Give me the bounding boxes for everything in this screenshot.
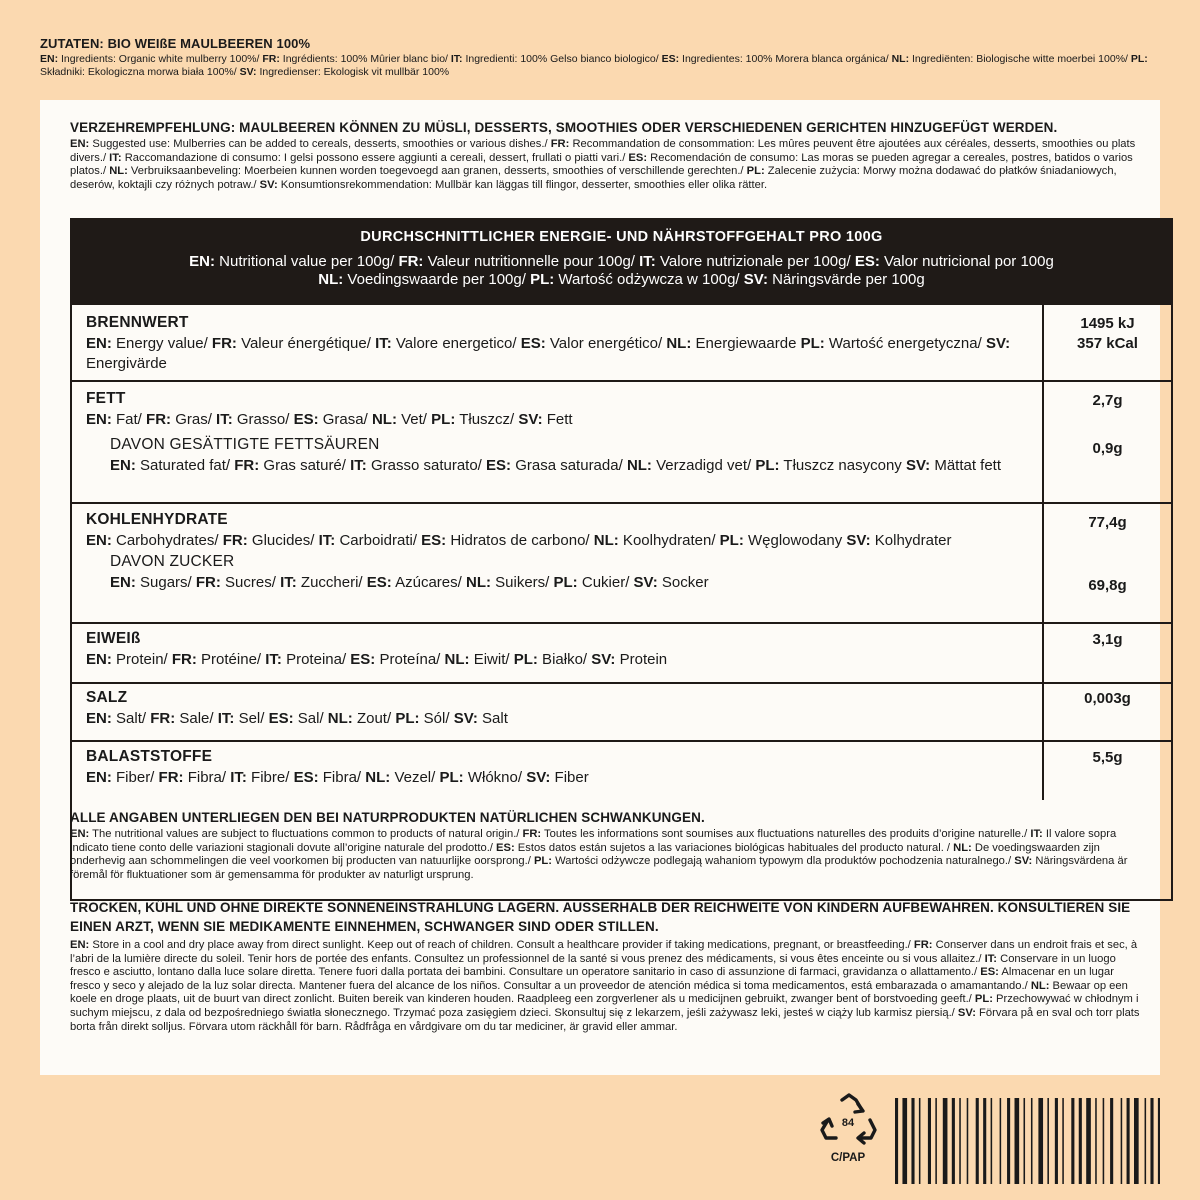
language-code: SV: bbox=[526, 769, 551, 786]
translation-text: Wartość energetyczna/ bbox=[824, 335, 986, 352]
barcode-bar bbox=[1110, 1098, 1113, 1184]
translation-text: Tłuszcz nasycony bbox=[779, 456, 906, 474]
nutrient-translations bbox=[86, 709, 1026, 729]
usage-heading: VERZEHREMPFEHLUNG: MAULBEEREN KÖNNEN ZU MÜSLI, DESSERTS, SMOOTHIES ODER VERSCHIEDENEN GERICHTEN HINZUGEFÜGT WERDEN. bbox=[70, 120, 1058, 135]
language-code: NL: bbox=[666, 335, 692, 352]
language-code: NL: bbox=[626, 456, 652, 474]
translation-text: Azúcares/ bbox=[391, 573, 466, 591]
label-card bbox=[40, 100, 1160, 1075]
language-code: ES: bbox=[628, 151, 648, 164]
ingredients-block bbox=[40, 36, 1165, 79]
nutrient-value: 5,5g bbox=[1042, 742, 1171, 800]
language-code: PL: bbox=[533, 855, 552, 868]
language-code: ES: bbox=[293, 411, 319, 428]
language-code: IT: bbox=[318, 532, 336, 549]
translation-text: Valore nutrizionale per 100g/ bbox=[655, 253, 855, 270]
translation-text: Sól/ bbox=[419, 710, 454, 727]
translation-text: Saturated fat/ bbox=[135, 456, 235, 474]
language-code: PL: bbox=[746, 165, 765, 178]
sub-nutrient-translations bbox=[110, 573, 1026, 593]
barcode-bar bbox=[919, 1098, 921, 1184]
nutrient-value bbox=[1042, 382, 1171, 502]
barcode-bar bbox=[902, 1098, 907, 1184]
translation-text: Valor nutricional por 100g bbox=[879, 253, 1054, 270]
translation-text: Protein bbox=[615, 651, 668, 668]
translation-text: Koolhydraten/ bbox=[618, 532, 720, 549]
translation-text: Fat/ bbox=[111, 411, 147, 428]
language-code: NL: bbox=[327, 710, 353, 727]
language-code: PL: bbox=[800, 335, 825, 352]
translation-text: Nutritional value per 100g/ bbox=[214, 253, 399, 270]
language-code: NL: bbox=[109, 165, 128, 178]
nutrient-name: BALASTSTOFFE bbox=[86, 748, 213, 765]
nutrition-table bbox=[70, 218, 1173, 901]
barcode-bar bbox=[967, 1098, 969, 1184]
language-code: NL: bbox=[1030, 979, 1050, 992]
language-code: EN: bbox=[70, 138, 90, 150]
language-code: IT: bbox=[216, 411, 233, 428]
barcode-bar bbox=[1145, 1098, 1147, 1184]
translation-text: Grasso/ bbox=[232, 411, 294, 428]
translation-text: Conserver dans un endroit frais et sec, à l’abri de la lumière directe du soleil. Tenir hors de portée des enfants. Consultez un professionnel de la santé si vous prenez des médicaments, si vous êtes enceinte ou si vous allaitez./ bbox=[70, 939, 1138, 965]
barcode-bar bbox=[976, 1098, 979, 1184]
language-code: FR: bbox=[146, 411, 172, 428]
barcode-bar bbox=[1055, 1098, 1058, 1184]
translation-text: Voedingswaarde per 100g/ bbox=[343, 271, 531, 288]
translation-text: Ingrédients: 100% Mûrier blanc bio/ bbox=[279, 53, 451, 65]
language-code: SV: bbox=[905, 456, 931, 474]
barcode-bar bbox=[1015, 1098, 1020, 1184]
language-code: IT: bbox=[109, 151, 122, 164]
language-code: ES: bbox=[350, 651, 376, 668]
language-code: IT: bbox=[265, 651, 282, 668]
translation-text: Glucides/ bbox=[247, 532, 319, 549]
nutrition-row-protein bbox=[72, 624, 1171, 684]
language-code: IT: bbox=[217, 710, 235, 727]
barcode-bar bbox=[1071, 1098, 1074, 1184]
storage-instructions bbox=[70, 898, 1140, 1034]
translation-text: Sel/ bbox=[234, 710, 269, 727]
barcode-bar bbox=[935, 1098, 937, 1184]
ingredients-heading: ZUTATEN: BIO WEIßE MAULBEEREN 100% bbox=[40, 36, 311, 51]
nutrient-translations bbox=[86, 768, 1026, 788]
language-code: PL: bbox=[1130, 53, 1148, 65]
translation-text: Ingredients: Organic white mulberry 100%/ bbox=[58, 53, 263, 65]
storage-heading: TROCKEN, KÜHL UND OHNE DIREKTE SONNENEINSTRAHLUNG LAGERN. AUSSERHALB DER REICHWEITE VON KINDERN AUFBEWAHREN. KONSULTIEREN SIE EINEN ARZT, WENN SIE MEDIKAMENTE EINNEHMEN, SCHWANGER SIND ODER STILLEN. bbox=[70, 900, 1131, 934]
translation-text: Zout/ bbox=[352, 710, 396, 727]
language-code: ES: bbox=[486, 456, 512, 474]
ingredients-translations bbox=[40, 53, 1165, 79]
barcode-bar bbox=[1079, 1098, 1082, 1184]
barcode-bar bbox=[895, 1098, 898, 1184]
translation-text: Białko/ bbox=[537, 651, 592, 668]
language-code: FR: bbox=[211, 335, 237, 352]
storage-translations bbox=[70, 939, 1140, 1034]
nutrient-translations bbox=[86, 650, 1026, 670]
language-code: SV: bbox=[239, 66, 257, 78]
translation-text: Store in a cool and dry place away from direct sunlight. Keep out of reach of children. Consult a healthcare provider if taking medications, pregnant, or breastfeeding./ bbox=[89, 939, 914, 951]
language-code: EN: bbox=[86, 532, 112, 549]
translation-text: Wartości odżywcze podlegają wahaniom typowym dla produktów pochodzenia naturalnego./ bbox=[551, 855, 1015, 868]
translation-text: Fiber bbox=[550, 769, 589, 786]
language-code: ES: bbox=[980, 966, 999, 979]
language-code: FR: bbox=[234, 456, 260, 474]
translation-text: Sale/ bbox=[175, 710, 218, 727]
language-code: ES: bbox=[366, 573, 392, 591]
translation-text: Näringsvärde per 100g bbox=[767, 271, 925, 288]
language-code: PL: bbox=[974, 993, 993, 1006]
translation-text: Ingredienti: 100% Gelso bianco biologico/ bbox=[462, 53, 662, 65]
translation-text: Gras/ bbox=[171, 411, 217, 428]
translation-text: Socker bbox=[657, 573, 709, 591]
language-code: PL: bbox=[719, 532, 744, 549]
fat-value: 2,7g bbox=[1092, 392, 1123, 409]
language-code: PL: bbox=[755, 456, 780, 474]
translation-text: Almacenar en un lugar fresco y seco y alejado de la luz solar directa. Mantener fuera del alcance de los niños. Consultar a un proveedor de atención médica si toma medicamentos, está embarazada o amamantando./ bbox=[70, 966, 1114, 992]
sub-nutrient bbox=[110, 553, 1026, 593]
nutrient-value bbox=[1042, 305, 1171, 380]
translation-text: Kolhydrater bbox=[870, 532, 952, 549]
language-code: EN: bbox=[86, 335, 112, 352]
translation-text: Grasso saturato/ bbox=[366, 456, 487, 474]
sub-nutrient-name: DAVON ZUCKER bbox=[110, 552, 235, 570]
usage-translations bbox=[70, 138, 1136, 192]
language-code: NL: bbox=[465, 573, 491, 591]
nutrient-value: 3,1g bbox=[1042, 624, 1171, 682]
barcode-icon bbox=[895, 1098, 1160, 1184]
translation-text: Konsumtionsrekommendation: Mullbär kan läggas till flingor, desserter, smoothies eller olika rätter. bbox=[277, 178, 768, 191]
usage-block bbox=[70, 120, 1136, 192]
translation-text: Recomendación de consumo: Las moras se pueden agregar a cereales, postres, batidos o varios platos./ bbox=[70, 151, 1133, 178]
sub-nutrient-name: DAVON GESÄTTIGTE FETTSÄUREN bbox=[110, 435, 380, 453]
translation-text: Näringsvärdena är föremål för fluktuationer som är gemensamma för produkter av naturligt ursprung. bbox=[70, 855, 1128, 881]
barcode-bar bbox=[1024, 1098, 1026, 1184]
language-code: FR: bbox=[522, 828, 542, 840]
sub-nutrient-translations bbox=[110, 456, 1026, 476]
language-code: SV: bbox=[259, 178, 278, 191]
language-code: ES: bbox=[854, 253, 880, 270]
language-code: NL: bbox=[365, 769, 391, 786]
barcode-bar bbox=[1086, 1098, 1091, 1184]
nutrition-row-fiber bbox=[72, 742, 1171, 800]
translation-text: Ingredientes: 100% Morera blanca orgánica/ bbox=[679, 53, 892, 65]
translation-text: Ingredienser: Ekologisk vit mullbär 100% bbox=[256, 66, 450, 78]
translation-text: Fibre/ bbox=[246, 769, 294, 786]
barcode-bar bbox=[1047, 1098, 1049, 1184]
language-code: SV: bbox=[633, 573, 658, 591]
translation-text: Tłuszcz/ bbox=[455, 411, 519, 428]
language-code: SV: bbox=[591, 651, 616, 668]
language-code: EN: bbox=[86, 710, 112, 727]
barcode-bar bbox=[1134, 1098, 1139, 1184]
sub-nutrient bbox=[110, 436, 1026, 476]
language-code: SV: bbox=[985, 335, 1011, 352]
barcode-bar bbox=[943, 1098, 948, 1184]
translation-text: Carbohydrates/ bbox=[111, 532, 223, 549]
language-code: FR: bbox=[262, 53, 280, 65]
barcode-bar bbox=[1150, 1098, 1153, 1184]
translation-text: Sugars/ bbox=[135, 573, 196, 591]
language-code: IT: bbox=[350, 456, 367, 474]
translation-text: Protein/ bbox=[111, 651, 172, 668]
translation-text: Bewaar op een koele en droge plaats, uit de buurt van direct zonlicht. Buiten bereik van kinderen houden. Raadpleeg een zorgverlener als u medicijnen gebruikt, zwanger bent of borstvoeding geeft./ bbox=[70, 979, 1128, 1006]
translation-text: Proteina/ bbox=[281, 651, 351, 668]
language-code: SV: bbox=[743, 271, 768, 288]
translation-text: Fibra/ bbox=[318, 769, 366, 786]
notice-translations bbox=[70, 828, 1140, 882]
language-code: FR: bbox=[150, 710, 176, 727]
language-code: IT: bbox=[280, 573, 297, 591]
language-code: ES: bbox=[268, 710, 294, 727]
nutrition-subtitle-line2 bbox=[72, 271, 1171, 289]
translation-text: Grasa saturada/ bbox=[511, 456, 627, 474]
translation-text: Eiwit/ bbox=[469, 651, 514, 668]
translation-text: Sal/ bbox=[293, 710, 328, 727]
translation-text: Grasa/ bbox=[318, 411, 372, 428]
language-code: ES: bbox=[293, 769, 319, 786]
notice-heading: ALLE ANGABEN UNTERLIEGEN DEN BEI NATURPRODUKTEN NATÜRLICHEN SCHWANKUNGEN. bbox=[70, 810, 705, 825]
recycle-number: 84 bbox=[841, 1117, 855, 1129]
translation-text: Verzadigd vet/ bbox=[651, 456, 756, 474]
translation-text: Składniki: Ekologiczna morwa biała 100%/ bbox=[40, 66, 240, 78]
barcode-bar bbox=[1038, 1098, 1043, 1184]
language-code: PL: bbox=[553, 573, 578, 591]
translation-text: Vet/ bbox=[396, 411, 432, 428]
translation-text: Ingrediënten: Biologische witte moerbei 100%/ bbox=[909, 53, 1131, 65]
translation-text: Valore energetico/ bbox=[391, 335, 521, 352]
translation-text: Sucres/ bbox=[220, 573, 281, 591]
nutrient-translations bbox=[86, 334, 1026, 373]
translation-text: Valeur nutritionnelle pour 100g/ bbox=[423, 253, 640, 270]
barcode-bar bbox=[959, 1098, 961, 1184]
language-code: SV: bbox=[1014, 855, 1033, 868]
translation-text: Estos datos están sujetos a las variaciones biológicas habituales del producto natural. / bbox=[514, 841, 954, 854]
language-code: NL: bbox=[444, 651, 470, 668]
nutrient-translations bbox=[86, 410, 1026, 430]
translation-text: Salt bbox=[477, 710, 508, 727]
translation-text: Salt/ bbox=[111, 710, 151, 727]
translation-text: De voedingswaarden zijn onderhevig aan schommelingen die veel voorkomen bij producten van natuurlijke oorsprong./ bbox=[70, 841, 1100, 868]
translation-text: Protéine/ bbox=[196, 651, 266, 668]
language-code: ES: bbox=[520, 335, 546, 352]
barcode-bar bbox=[1103, 1098, 1105, 1184]
language-code: ES: bbox=[421, 532, 447, 549]
language-code: IT: bbox=[984, 952, 998, 965]
language-code: NL: bbox=[318, 271, 344, 288]
nutrition-subtitle-line1 bbox=[72, 253, 1171, 271]
language-code: FR: bbox=[158, 769, 184, 786]
translation-text: Suggested use: Mulberries can be added to cereals, desserts, smoothies or various dishes./ bbox=[89, 138, 551, 150]
nutrition-row-fat bbox=[72, 382, 1171, 504]
language-code: IT: bbox=[1030, 828, 1043, 840]
barcode-bar bbox=[1095, 1098, 1097, 1184]
recycle-triangle-icon bbox=[818, 1092, 880, 1182]
energy-kj: 1495 kJ bbox=[1080, 315, 1135, 332]
language-code: FR: bbox=[913, 939, 933, 951]
translation-text: Cukier/ bbox=[577, 573, 634, 591]
translation-text: Wartość odżywcza w 100g/ bbox=[554, 271, 744, 288]
translation-text: The nutritional values are subject to fluctuations common to products of natural origin./ bbox=[89, 828, 523, 840]
language-code: FR: bbox=[550, 138, 570, 150]
nutrition-table-header bbox=[72, 220, 1171, 305]
nutrient-name: FETT bbox=[86, 390, 126, 407]
recycle-code: C/PAP bbox=[830, 1152, 866, 1164]
translation-text: Włókno/ bbox=[463, 769, 527, 786]
barcode-bar bbox=[1007, 1098, 1010, 1184]
saturated-fat-value: 0,9g bbox=[1092, 440, 1123, 457]
translation-text: Suikers/ bbox=[490, 573, 554, 591]
language-code: PL: bbox=[530, 271, 555, 288]
barcode-bar bbox=[1031, 1098, 1033, 1184]
translation-text: Hidratos de carbono/ bbox=[446, 532, 594, 549]
translation-text: Energy value/ bbox=[111, 335, 212, 352]
translation-text: Mättat fett bbox=[930, 456, 1002, 474]
barcode-bar bbox=[983, 1098, 986, 1184]
nutrition-title: DURCHSCHNITTLICHER ENERGIE- UND NÄHRSTOFFGEHALT PRO 100G bbox=[360, 229, 883, 245]
language-code: SV: bbox=[518, 411, 543, 428]
translation-text: Raccomandazione di consumo: I gelsi possono essere aggiunti a cereali, dessert, frullati o piatti vari./ bbox=[121, 151, 629, 164]
language-code: NL: bbox=[891, 53, 910, 65]
nutrition-row-energy bbox=[72, 305, 1171, 382]
language-code: EN: bbox=[70, 828, 90, 840]
nutrient-value bbox=[1042, 504, 1171, 622]
nutrient-name: BRENNWERT bbox=[86, 314, 189, 331]
translation-text: Il valore sopra indicato tiene conto delle variazioni stagionali dovute all’origine naturale del prodotto./ bbox=[70, 828, 1117, 854]
nutrient-value: 0,003g bbox=[1042, 684, 1171, 740]
translation-text: Proteína/ bbox=[375, 651, 445, 668]
language-code: IT: bbox=[375, 335, 392, 352]
barcode-bar bbox=[991, 1098, 993, 1184]
language-code: EN: bbox=[189, 253, 215, 270]
translation-text: Energiewaarde bbox=[691, 335, 801, 352]
language-code: FR: bbox=[171, 651, 197, 668]
nutrient-translations bbox=[86, 531, 1026, 551]
barcode-bar bbox=[1000, 1098, 1002, 1184]
barcode-bar bbox=[1062, 1098, 1064, 1184]
language-code: EN: bbox=[86, 411, 112, 428]
translation-text: Recommandation de consommation: Les mûres peuvent être ajoutées aux céréales, desserts, smoothies ou plats divers./ bbox=[70, 138, 1136, 164]
sugars-value: 69,8g bbox=[1088, 577, 1127, 594]
language-code: FR: bbox=[195, 573, 221, 591]
translation-text: Węglowodany bbox=[743, 532, 847, 549]
language-code: NL: bbox=[953, 841, 972, 854]
translation-text: Zuccheri/ bbox=[296, 573, 367, 591]
language-code: EN: bbox=[40, 53, 59, 65]
barcode-bar bbox=[1127, 1098, 1130, 1184]
language-code: PL: bbox=[513, 651, 538, 668]
translation-text: Valor energético/ bbox=[545, 335, 667, 352]
nutrient-name: EIWEIß bbox=[86, 630, 141, 647]
nutrition-row-salt bbox=[72, 684, 1171, 742]
nutrient-name: KOHLENHYDRATE bbox=[86, 511, 228, 528]
translation-text: Carboidrati/ bbox=[335, 532, 422, 549]
translation-text: Przechowywać w chłodnym i suchym miejscu, z dala od bezpośredniego światła słonecznego. Trzymać poza zasięgiem dzieci. Skonsultuj się z lekarzem, jeśli zażywasz leki, jesteś w ciąży lub karmisz piersią./ bbox=[70, 993, 1139, 1019]
translation-text: Fibra/ bbox=[183, 769, 231, 786]
language-code: PL: bbox=[395, 710, 420, 727]
barcode-bar bbox=[1121, 1098, 1123, 1184]
language-code: ES: bbox=[496, 841, 515, 854]
carbohydrates-value: 77,4g bbox=[1088, 514, 1127, 531]
language-code: FR: bbox=[222, 532, 248, 549]
language-code: NL: bbox=[371, 411, 397, 428]
nutrition-row-carbohydrates bbox=[72, 504, 1171, 624]
translation-text: Valeur énergétique/ bbox=[236, 335, 376, 352]
language-code: EN: bbox=[110, 573, 136, 591]
barcode-bar bbox=[952, 1098, 955, 1184]
language-code: IT: bbox=[450, 53, 463, 65]
translation-text: Vezel/ bbox=[390, 769, 440, 786]
language-code: EN: bbox=[86, 769, 112, 786]
language-code: PL: bbox=[431, 411, 456, 428]
barcode-bar bbox=[1158, 1098, 1160, 1184]
natural-variation-notice bbox=[70, 810, 1140, 882]
language-code: IT: bbox=[230, 769, 247, 786]
barcode-bar bbox=[911, 1098, 914, 1184]
language-code: ES: bbox=[661, 53, 680, 65]
language-code: FR: bbox=[398, 253, 424, 270]
translation-text: Förvara på en sval och torr plats borta från direkt solljus. Förvara utom räckhåll för barn. Rådfråga en vårdgivare om du tar mediciner, är gravid eller ammar. bbox=[70, 1006, 1140, 1033]
language-code: NL: bbox=[593, 532, 619, 549]
translation-text: Fiber/ bbox=[111, 769, 159, 786]
translation-text: Verbruiksaanbeveling: Moerbeien kunnen worden toegevoegd aan granen, desserts, smoothies of verschillende gerechten./ bbox=[127, 165, 747, 178]
language-code: PL: bbox=[439, 769, 464, 786]
translation-text: Gras saturé/ bbox=[259, 456, 351, 474]
language-code: EN: bbox=[86, 651, 112, 668]
nutrient-name: SALZ bbox=[86, 689, 128, 706]
translation-text: Energivärde bbox=[86, 354, 167, 372]
language-code: EN: bbox=[70, 939, 90, 951]
energy-kcal: 357 kCal bbox=[1077, 335, 1138, 352]
translation-text: Toutes les informations sont soumises aux fluctuations naturelles des produits d’origine naturelle./ bbox=[541, 828, 1031, 840]
translation-text: Zalecenie zużycia: Morwy można dodawać do płatków śniadaniowych, deserów, koktajli czy różnych potraw./ bbox=[70, 165, 1117, 191]
language-code: EN: bbox=[110, 456, 136, 474]
translation-text: Conservare in un luogo fresco e asciutto, lontano dalla luce solare diretta. Tenere fuori dalla portata dei bambini. Consultare un operatore sanitario in caso di assunzione di farmaci, gravidanza o allattamento./ bbox=[70, 952, 1116, 979]
language-code: SV: bbox=[846, 532, 871, 549]
barcode-bar bbox=[928, 1098, 931, 1184]
language-code: IT: bbox=[639, 253, 656, 270]
translation-text: Fett bbox=[542, 411, 573, 428]
language-code: SV: bbox=[453, 710, 478, 727]
language-code: SV: bbox=[957, 1006, 976, 1019]
